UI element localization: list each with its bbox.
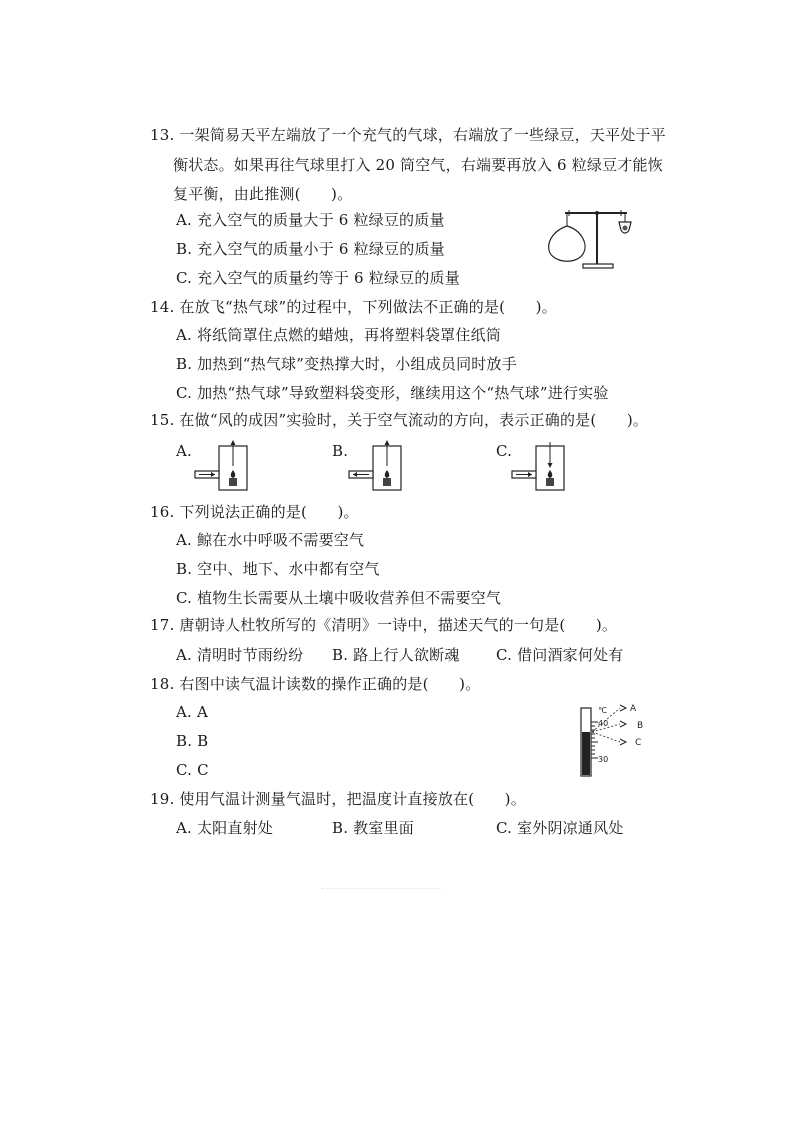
thermometer-reading-figure xyxy=(576,700,648,780)
eye-position-b-label: B xyxy=(637,721,644,731)
q18-stem: 18. 右图中读气温计读数的操作正确的是( )。 xyxy=(150,675,481,693)
q13-stem-line2: 衡状态。如果再往气球里打入 20 筒空气，右端要再放入 6 粒绿豆才能恢 xyxy=(173,156,663,174)
q18-option-b: B. B xyxy=(176,732,209,750)
q18-option-a: A. A xyxy=(176,703,209,721)
eye-position-c-label: C xyxy=(635,738,642,748)
q15-stem: 15. 在做“风的成因”实验时，关于空气流动的方向，表示正确的是( )。 xyxy=(150,411,649,429)
q14-option-c: C. 加热“热气球”导致塑料袋变形，继续用这个“热气球”进行实验 xyxy=(176,384,609,402)
q15-option-b: B. xyxy=(332,442,349,460)
wind-apparatus-c-figure xyxy=(510,440,570,492)
q16-option-b: B. 空中、地下、水中都有空气 xyxy=(176,560,380,578)
q17-stem: 17. 唐朝诗人杜牧所写的《清明》一诗中，描述天气的一句是( )。 xyxy=(150,616,618,634)
q13-option-a: A. 充入空气的质量大于 6 粒绿豆的质量 xyxy=(176,211,445,229)
q15-option-c: C. xyxy=(496,442,513,460)
q13-option-c: C. 充入空气的质量约等于 6 粒绿豆的质量 xyxy=(176,269,460,287)
q14-stem: 14. 在放飞“热气球”的过程中，下列做法不正确的是( )。 xyxy=(150,298,557,316)
q13-stem-line1: 13. 一架简易天平左端放了一个充气的气球，右端放了一些绿豆，天平处于平 xyxy=(150,126,666,144)
thermometer-unit-label: ℃ xyxy=(598,706,607,715)
q14-option-a: A. 将纸筒罩住点燃的蜡烛，再将塑料袋罩住纸筒 xyxy=(176,326,501,344)
q19-stem: 19. 使用气温计测量气温时，把温度计直接放在( )。 xyxy=(150,790,526,808)
q17-option-c: C. 借问酒家何处有 xyxy=(496,646,624,664)
q17-option-a: A. 清明时节雨纷纷 xyxy=(176,646,304,664)
thermometer-tick-40: 40 xyxy=(598,719,609,728)
q13-stem-line3: 复平衡，由此推测( )。 xyxy=(173,185,353,203)
wind-apparatus-b-figure xyxy=(347,440,407,492)
q17-option-b: B. 路上行人欲断魂 xyxy=(332,646,460,664)
eye-position-a-label: A xyxy=(630,704,637,714)
q18-option-c: C. C xyxy=(176,761,209,779)
q19-option-a: A. 太阳直射处 xyxy=(176,819,273,837)
q14-option-b: B. 加热到“热气球”变热撑大时，小组成员同时放手 xyxy=(176,355,517,373)
footer-mark xyxy=(322,888,442,893)
q19-option-c: C. 室外阴凉通风处 xyxy=(496,819,624,837)
balance-scale-figure xyxy=(545,206,635,272)
wind-apparatus-a-figure xyxy=(193,440,253,492)
q19-option-b: B. 教室里面 xyxy=(332,819,414,837)
q15-option-a: A. xyxy=(176,442,193,460)
q16-option-a: A. 鲸在水中呼吸不需要空气 xyxy=(176,531,365,549)
q16-option-c: C. 植物生长需要从土壤中吸收营养但不需要空气 xyxy=(176,589,502,607)
thermometer-tick-30: 30 xyxy=(598,755,609,764)
q13-option-b: B. 充入空气的质量小于 6 粒绿豆的质量 xyxy=(176,240,445,258)
q16-stem: 16. 下列说法正确的是( )。 xyxy=(150,503,359,521)
